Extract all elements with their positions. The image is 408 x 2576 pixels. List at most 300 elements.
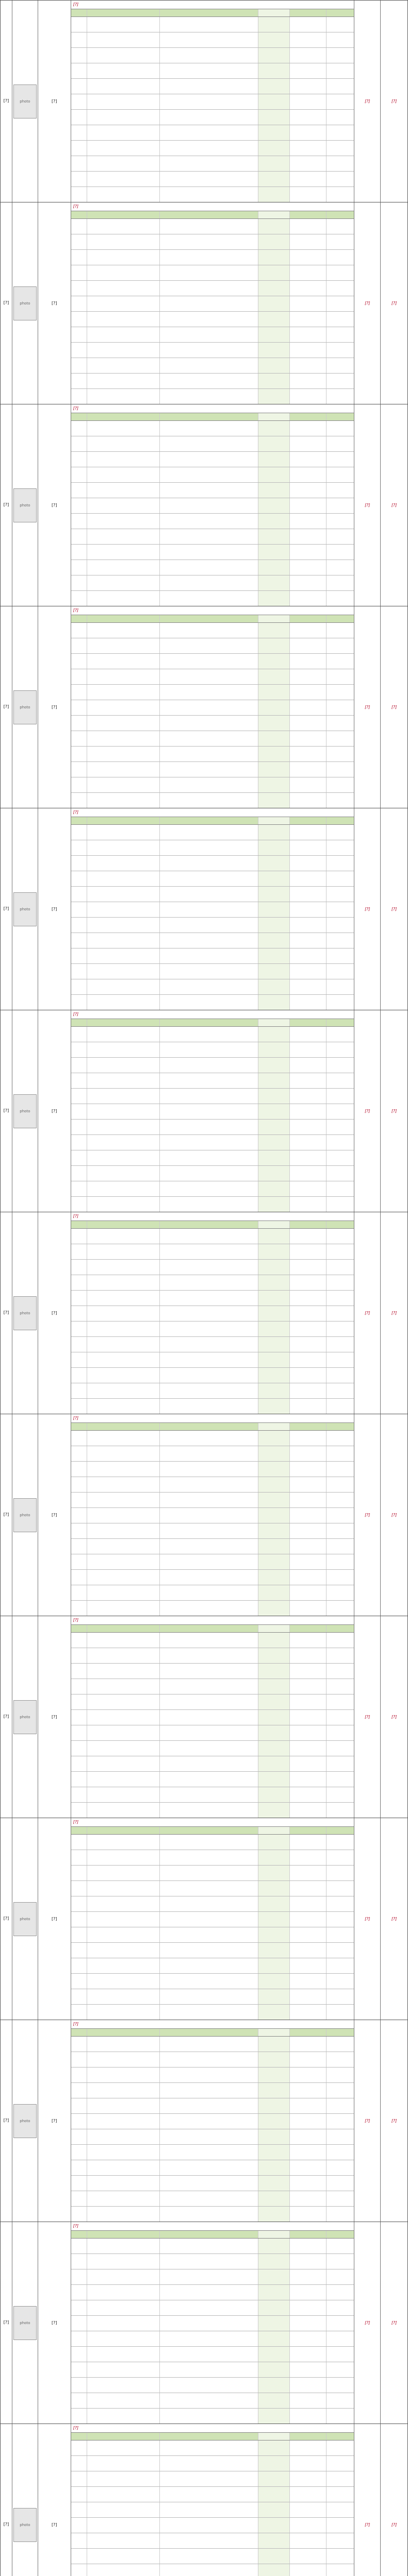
schedule-cell bbox=[87, 1321, 160, 1336]
schedule-header-cell bbox=[258, 1625, 290, 1632]
schedule-cell bbox=[71, 1694, 87, 1709]
schedule-cell bbox=[327, 685, 354, 700]
schedule-cell bbox=[160, 964, 258, 979]
schedule-cell bbox=[87, 1383, 160, 1398]
schedule-row bbox=[71, 2052, 354, 2067]
schedule-cell bbox=[160, 856, 258, 871]
schedule-cell bbox=[290, 110, 327, 125]
schedule-cell bbox=[87, 265, 160, 280]
schedule-cell bbox=[327, 2456, 354, 2471]
program-photo-cell bbox=[12, 1212, 38, 1414]
schedule-cell bbox=[258, 1166, 290, 1181]
schedule-table-header bbox=[71, 1625, 354, 1633]
schedule-header-cell bbox=[327, 1423, 354, 1430]
schedule-cell bbox=[258, 840, 290, 855]
schedule-cell bbox=[290, 1073, 327, 1088]
schedule-cell bbox=[290, 1835, 327, 1850]
schedule-cell bbox=[327, 1042, 354, 1057]
schedule-cell bbox=[258, 374, 290, 388]
schedule-row bbox=[71, 1866, 354, 1881]
schedule-cell bbox=[327, 669, 354, 684]
schedule-cell bbox=[71, 2347, 87, 2362]
schedule-row bbox=[71, 2191, 354, 2207]
schedule-cell bbox=[327, 467, 354, 482]
schedule-row bbox=[71, 1089, 354, 1104]
program-description: [?] bbox=[71, 808, 354, 817]
program-title: [?] bbox=[38, 1818, 71, 2020]
schedule-cell bbox=[327, 2114, 354, 2129]
schedule-row bbox=[71, 498, 354, 514]
schedule-cell bbox=[87, 1866, 160, 1880]
program-meta: [?] bbox=[354, 2222, 381, 2424]
schedule-row bbox=[71, 2300, 354, 2316]
schedule-header-cell bbox=[290, 1221, 327, 1228]
schedule-cell bbox=[327, 1135, 354, 1150]
schedule-cell bbox=[290, 219, 327, 234]
schedule-cell bbox=[258, 669, 290, 684]
schedule-cell bbox=[258, 1803, 290, 1818]
schedule-cell bbox=[160, 1042, 258, 1057]
schedule-row bbox=[71, 1850, 354, 1866]
schedule-cell bbox=[71, 2518, 87, 2533]
schedule-cell bbox=[71, 1725, 87, 1740]
program-main bbox=[71, 1212, 355, 1414]
schedule-cell bbox=[71, 1120, 87, 1134]
schedule-cell bbox=[160, 2518, 258, 2533]
schedule-row bbox=[71, 1275, 354, 1291]
schedule-cell bbox=[258, 2549, 290, 2564]
schedule-cell bbox=[71, 1073, 87, 1088]
schedule-table bbox=[71, 2433, 354, 2576]
schedule-row bbox=[71, 685, 354, 700]
schedule-header-cell bbox=[71, 2231, 87, 2238]
schedule-cell bbox=[327, 219, 354, 234]
schedule-cell bbox=[327, 1275, 354, 1290]
schedule-cell bbox=[327, 825, 354, 840]
schedule-table-header bbox=[71, 817, 354, 825]
program-photo-cell bbox=[12, 1616, 38, 1818]
program-photo: photo bbox=[13, 286, 37, 320]
schedule-cell bbox=[87, 358, 160, 373]
program-title: [?] bbox=[38, 1414, 71, 1616]
schedule-row bbox=[71, 436, 354, 452]
schedule-cell bbox=[71, 716, 87, 731]
schedule-cell bbox=[327, 1850, 354, 1865]
schedule-cell bbox=[71, 1974, 87, 1989]
schedule-cell bbox=[71, 995, 87, 1010]
schedule-cell bbox=[71, 125, 87, 140]
schedule-row bbox=[71, 2114, 354, 2129]
program-description: [?] bbox=[71, 1212, 354, 1221]
schedule-cell bbox=[160, 2129, 258, 2144]
schedule-header-cell bbox=[327, 2433, 354, 2440]
schedule-row bbox=[71, 421, 354, 436]
schedule-cell bbox=[71, 1601, 87, 1616]
schedule-cell bbox=[258, 1679, 290, 1694]
schedule-cell bbox=[87, 1150, 160, 1165]
schedule-cell bbox=[87, 1446, 160, 1461]
program-meta: [?] bbox=[354, 2020, 381, 2222]
schedule-cell bbox=[327, 560, 354, 575]
schedule-cell bbox=[290, 902, 327, 917]
program-photo: photo bbox=[13, 2104, 37, 2138]
schedule-cell bbox=[87, 1042, 160, 1057]
schedule-cell bbox=[290, 1710, 327, 1725]
schedule-cell bbox=[87, 1570, 160, 1585]
schedule-cell bbox=[258, 421, 290, 436]
schedule-header-cell bbox=[160, 1221, 258, 1228]
schedule-cell bbox=[87, 389, 160, 404]
schedule-row bbox=[71, 172, 354, 187]
schedule-header-cell bbox=[87, 817, 160, 824]
schedule-cell bbox=[71, 2207, 87, 2222]
program-title: [?] bbox=[38, 606, 71, 808]
schedule-cell bbox=[290, 1042, 327, 1057]
schedule-cell bbox=[87, 79, 160, 94]
schedule-cell bbox=[327, 1383, 354, 1398]
program-title: [?] bbox=[38, 404, 71, 606]
schedule-row bbox=[71, 1664, 354, 1679]
schedule-cell bbox=[87, 638, 160, 653]
schedule-cell bbox=[71, 1679, 87, 1694]
schedule-cell bbox=[160, 250, 258, 265]
schedule-cell bbox=[327, 358, 354, 373]
schedule-cell bbox=[327, 2285, 354, 2300]
schedule-header-cell bbox=[71, 1221, 87, 1228]
schedule-row bbox=[71, 1679, 354, 1694]
schedule-cell bbox=[327, 2409, 354, 2424]
schedule-row bbox=[71, 2347, 354, 2362]
schedule-row bbox=[71, 623, 354, 638]
schedule-header-cell bbox=[327, 1625, 354, 1632]
schedule-table bbox=[71, 2231, 354, 2424]
schedule-cell bbox=[160, 1570, 258, 1585]
schedule-row bbox=[71, 825, 354, 840]
schedule-cell bbox=[71, 2160, 87, 2175]
schedule-cell bbox=[290, 1850, 327, 1865]
schedule-cell bbox=[160, 421, 258, 436]
schedule-row bbox=[71, 979, 354, 995]
schedule-cell bbox=[87, 2269, 160, 2284]
schedule-header-cell bbox=[71, 211, 87, 218]
schedule-cell bbox=[71, 1383, 87, 1398]
schedule-row bbox=[71, 1181, 354, 1197]
schedule-row bbox=[71, 1197, 354, 1212]
schedule-cell bbox=[87, 2114, 160, 2129]
schedule-row bbox=[71, 1958, 354, 1974]
schedule-cell bbox=[327, 1073, 354, 1088]
schedule-cell bbox=[290, 1866, 327, 1880]
program-category: [?] bbox=[1, 1818, 12, 2020]
schedule-cell bbox=[71, 1912, 87, 1927]
program-title: [?] bbox=[38, 202, 71, 404]
schedule-table bbox=[71, 413, 354, 606]
schedule-cell bbox=[71, 1539, 87, 1554]
schedule-cell bbox=[290, 2441, 327, 2455]
schedule-row bbox=[71, 2487, 354, 2502]
schedule-cell bbox=[290, 856, 327, 871]
schedule-cell bbox=[290, 1181, 327, 1196]
schedule-cell bbox=[71, 871, 87, 886]
schedule-cell bbox=[290, 1229, 327, 1244]
program-category: [?] bbox=[1, 1010, 12, 1212]
program-meta: [?] bbox=[354, 1010, 381, 1212]
schedule-row bbox=[71, 467, 354, 483]
schedule-row bbox=[71, 1321, 354, 1337]
schedule-cell bbox=[87, 669, 160, 684]
schedule-cell bbox=[87, 560, 160, 575]
schedule-cell bbox=[160, 716, 258, 731]
schedule-cell bbox=[87, 685, 160, 700]
schedule-cell bbox=[87, 591, 160, 606]
schedule-cell bbox=[160, 125, 258, 140]
schedule-cell bbox=[160, 2331, 258, 2346]
schedule-cell bbox=[71, 1089, 87, 1104]
schedule-cell bbox=[71, 234, 87, 249]
program-photo-cell bbox=[12, 1818, 38, 2020]
schedule-cell bbox=[87, 2037, 160, 2052]
schedule-cell bbox=[87, 1896, 160, 1911]
schedule-cell bbox=[290, 2145, 327, 2160]
schedule-cell bbox=[258, 1089, 290, 1104]
schedule-header-cell bbox=[160, 2029, 258, 2036]
schedule-row bbox=[71, 2176, 354, 2191]
schedule-table bbox=[71, 1423, 354, 1616]
schedule-cell bbox=[258, 2145, 290, 2160]
schedule-cell bbox=[71, 467, 87, 482]
schedule-cell bbox=[160, 2176, 258, 2191]
schedule-cell bbox=[87, 17, 160, 32]
schedule-cell bbox=[160, 1601, 258, 1616]
program-category: [?] bbox=[1, 202, 12, 404]
schedule-cell bbox=[87, 2471, 160, 2486]
schedule-cell bbox=[327, 1741, 354, 1756]
schedule-cell bbox=[327, 1508, 354, 1523]
schedule-cell bbox=[160, 1135, 258, 1150]
schedule-cell bbox=[327, 2083, 354, 2098]
schedule-row bbox=[71, 2441, 354, 2456]
program-description: [?] bbox=[71, 1, 354, 9]
schedule-cell bbox=[87, 1181, 160, 1196]
schedule-cell bbox=[160, 1493, 258, 1507]
schedule-cell bbox=[87, 2441, 160, 2455]
schedule-cell bbox=[258, 825, 290, 840]
program-meta: [?] bbox=[354, 1212, 381, 1414]
schedule-cell bbox=[258, 467, 290, 482]
schedule-cell bbox=[327, 2533, 354, 2548]
schedule-cell bbox=[160, 2564, 258, 2576]
program-main bbox=[71, 202, 355, 404]
schedule-cell bbox=[258, 1850, 290, 1865]
schedule-cell bbox=[71, 1275, 87, 1290]
schedule-cell bbox=[160, 327, 258, 342]
schedule-cell bbox=[290, 762, 327, 777]
program-photo: photo bbox=[13, 84, 37, 118]
schedule-cell bbox=[71, 514, 87, 529]
schedule-cell bbox=[160, 219, 258, 234]
program-main bbox=[71, 2222, 355, 2424]
schedule-cell bbox=[290, 172, 327, 187]
schedule-header-cell bbox=[160, 2231, 258, 2238]
schedule-cell bbox=[258, 2269, 290, 2284]
schedule-cell bbox=[290, 1493, 327, 1507]
program-photo-cell bbox=[12, 606, 38, 808]
schedule-row bbox=[71, 1725, 354, 1741]
schedule-cell bbox=[258, 2191, 290, 2206]
schedule-cell bbox=[160, 731, 258, 746]
schedule-row bbox=[71, 1493, 354, 1508]
schedule-cell bbox=[258, 1462, 290, 1477]
schedule-cell bbox=[290, 2254, 327, 2269]
schedule-cell bbox=[327, 1912, 354, 1927]
schedule-cell bbox=[160, 1431, 258, 1446]
schedule-cell bbox=[327, 2331, 354, 2346]
schedule-cell bbox=[160, 2067, 258, 2082]
schedule-cell bbox=[71, 1585, 87, 1600]
schedule-cell bbox=[290, 1664, 327, 1679]
schedule-cell bbox=[87, 467, 160, 482]
schedule-cell bbox=[87, 1989, 160, 2004]
schedule-cell bbox=[87, 2207, 160, 2222]
schedule-cell bbox=[160, 1446, 258, 1461]
schedule-row bbox=[71, 1570, 354, 1585]
schedule-cell bbox=[290, 296, 327, 311]
schedule-cell bbox=[258, 685, 290, 700]
program-photo: photo bbox=[13, 892, 37, 926]
schedule-cell bbox=[327, 1493, 354, 1507]
schedule-cell bbox=[71, 2269, 87, 2284]
schedule-cell bbox=[258, 902, 290, 917]
schedule-cell bbox=[327, 1896, 354, 1911]
schedule-cell bbox=[258, 2409, 290, 2424]
schedule-cell bbox=[71, 1181, 87, 1196]
schedule-cell bbox=[160, 2285, 258, 2300]
program-meta: [?] bbox=[354, 808, 381, 1010]
schedule-cell bbox=[327, 2471, 354, 2486]
schedule-cell bbox=[327, 79, 354, 94]
schedule-cell bbox=[258, 32, 290, 47]
schedule-cell bbox=[258, 1725, 290, 1740]
schedule-row bbox=[71, 560, 354, 575]
schedule-cell bbox=[327, 1337, 354, 1352]
schedule-cell bbox=[71, 2487, 87, 2502]
schedule-row bbox=[71, 1150, 354, 1166]
schedule-cell bbox=[160, 1244, 258, 1259]
schedule-cell bbox=[160, 1679, 258, 1694]
program-card bbox=[1, 2020, 407, 2222]
schedule-cell bbox=[258, 2533, 290, 2548]
schedule-cell bbox=[258, 1710, 290, 1725]
schedule-cell bbox=[160, 529, 258, 544]
schedule-cell bbox=[258, 2067, 290, 2082]
schedule-cell bbox=[327, 436, 354, 451]
program-main bbox=[71, 2020, 355, 2222]
schedule-cell bbox=[71, 187, 87, 202]
schedule-cell bbox=[290, 1135, 327, 1150]
schedule-cell bbox=[258, 1042, 290, 1057]
schedule-header-cell bbox=[160, 2433, 258, 2440]
schedule-cell bbox=[258, 2362, 290, 2377]
program-description: [?] bbox=[71, 1010, 354, 1019]
schedule-header-cell bbox=[290, 817, 327, 824]
schedule-row bbox=[71, 1927, 354, 1943]
program-title: [?] bbox=[38, 1616, 71, 1818]
schedule-cell bbox=[87, 2098, 160, 2113]
schedule-row bbox=[71, 2316, 354, 2331]
schedule-row bbox=[71, 1989, 354, 2005]
schedule-cell bbox=[327, 250, 354, 265]
schedule-cell bbox=[71, 1291, 87, 1306]
schedule-cell bbox=[71, 2052, 87, 2067]
schedule-cell bbox=[327, 2300, 354, 2315]
schedule-cell bbox=[87, 436, 160, 451]
schedule-cell bbox=[327, 1150, 354, 1165]
schedule-cell bbox=[327, 529, 354, 544]
schedule-cell bbox=[71, 1462, 87, 1477]
schedule-cell bbox=[87, 156, 160, 171]
schedule-cell bbox=[87, 1756, 160, 1771]
schedule-cell bbox=[87, 63, 160, 78]
schedule-cell bbox=[290, 2269, 327, 2284]
schedule-cell bbox=[327, 2191, 354, 2206]
schedule-cell bbox=[160, 1477, 258, 1492]
schedule-cell bbox=[87, 1306, 160, 1321]
schedule-cell bbox=[71, 1027, 87, 1042]
schedule-row bbox=[71, 2564, 354, 2576]
schedule-cell bbox=[87, 1741, 160, 1756]
schedule-table-header bbox=[71, 1221, 354, 1229]
schedule-cell bbox=[327, 1633, 354, 1648]
schedule-row bbox=[71, 669, 354, 685]
schedule-cell bbox=[87, 1694, 160, 1709]
schedule-cell bbox=[258, 156, 290, 171]
schedule-cell bbox=[290, 1896, 327, 1911]
schedule-cell bbox=[258, 1352, 290, 1367]
schedule-cell bbox=[71, 498, 87, 513]
schedule-cell bbox=[71, 312, 87, 327]
program-card bbox=[1, 404, 407, 606]
schedule-header-cell bbox=[160, 9, 258, 16]
schedule-cell bbox=[87, 871, 160, 886]
program-main bbox=[71, 404, 355, 606]
schedule-cell bbox=[87, 918, 160, 933]
schedule-cell bbox=[290, 2409, 327, 2424]
schedule-row bbox=[71, 1881, 354, 1896]
program-card bbox=[1, 2222, 407, 2424]
schedule-cell bbox=[290, 498, 327, 513]
schedule-cell bbox=[258, 1027, 290, 1042]
schedule-row bbox=[71, 1772, 354, 1787]
schedule-cell bbox=[87, 2129, 160, 2144]
schedule-cell bbox=[258, 1787, 290, 1802]
schedule-cell bbox=[327, 2037, 354, 2052]
schedule-cell bbox=[160, 1694, 258, 1709]
schedule-cell bbox=[327, 1523, 354, 1538]
schedule-cell bbox=[327, 1027, 354, 1042]
schedule-cell bbox=[87, 2533, 160, 2548]
program-instructor: [?] bbox=[391, 98, 397, 104]
schedule-cell bbox=[258, 2239, 290, 2253]
schedule-cell bbox=[87, 654, 160, 669]
schedule-cell bbox=[71, 979, 87, 994]
schedule-cell bbox=[71, 887, 87, 902]
schedule-cell bbox=[258, 63, 290, 78]
schedule-cell bbox=[71, 1648, 87, 1663]
schedule-cell bbox=[258, 2518, 290, 2533]
schedule-cell bbox=[87, 110, 160, 125]
schedule-header-cell bbox=[87, 1221, 160, 1228]
schedule-cell bbox=[258, 172, 290, 187]
